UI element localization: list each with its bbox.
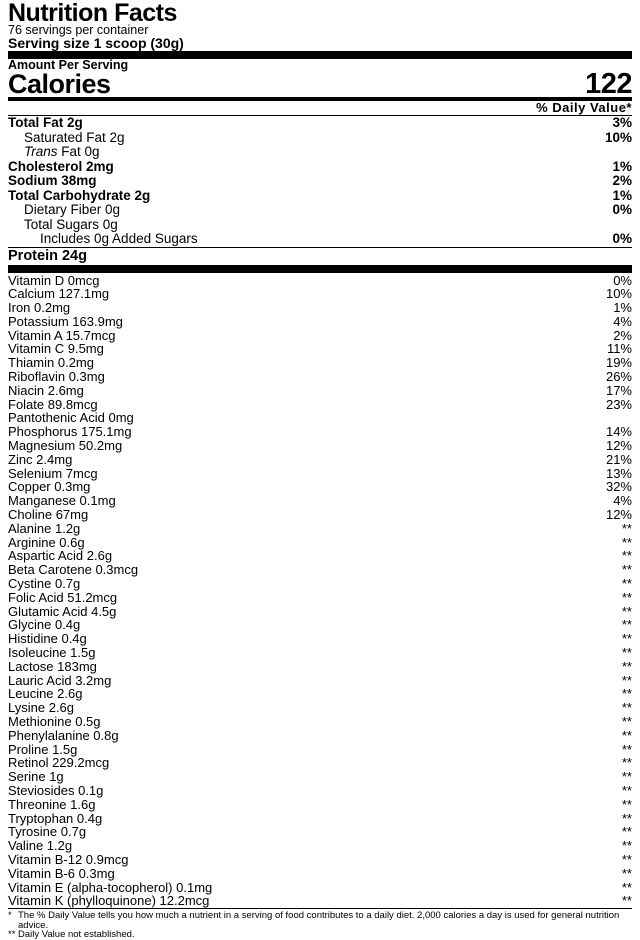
serving-size-label: Serving size [8, 35, 90, 51]
micronutrient-daily-value: ** [621, 796, 632, 812]
micronutrient-daily-value: ** [621, 879, 632, 895]
micronutrient-daily-value: 26% [605, 369, 632, 385]
micronutrient-name: Isoleucine 1.5g [8, 645, 96, 661]
micronutrient-daily-value: ** [621, 727, 632, 743]
page-title: Nutrition Facts [8, 0, 177, 27]
nutrient-name: Includes 0g Added Sugars [40, 231, 198, 246]
micronutrient-daily-value: ** [621, 741, 632, 757]
nutrient-row [8, 232, 632, 247]
micronutrient-list [8, 273, 632, 909]
micronutrient-row [8, 798, 632, 812]
micronutrient-name: Thiamin 0.2mg [8, 355, 94, 371]
micronutrient-daily-value: ** [621, 686, 632, 702]
micronutrient-row [8, 770, 632, 784]
micronutrient-name: Lactose 183mg [8, 658, 97, 674]
micronutrient-row [8, 315, 632, 329]
micronutrient-daily-value: ** [621, 865, 632, 881]
nutrient-daily-value: 2% [612, 173, 632, 188]
micronutrient-daily-value: ** [621, 576, 632, 592]
micronutrient-name: Niacin 2.6mg [8, 382, 84, 398]
micronutrient-name: Calcium 127.1mg [8, 286, 110, 302]
nutrient-row [8, 203, 632, 218]
micronutrient-row [8, 646, 632, 660]
micronutrient-daily-value: ** [621, 824, 632, 840]
nutrient-row [8, 131, 632, 146]
micronutrient-daily-value: ** [621, 782, 632, 798]
micronutrient-daily-value: ** [621, 645, 632, 661]
micronutrient-name: Histidine 0.4g [8, 631, 87, 647]
footnote-marker: * [8, 910, 12, 922]
micronutrient-row [8, 660, 632, 674]
micronutrient-daily-value: 11% [606, 341, 632, 357]
micronutrient-name: Proline 1.5g [8, 741, 78, 757]
nutrient-name: Sodium 38mg [8, 173, 97, 188]
micronutrient-row [8, 342, 632, 356]
micronutrient-name: Lauric Acid 3.2mg [8, 672, 112, 688]
footnote-list [8, 909, 632, 940]
protein-row [8, 248, 632, 264]
micronutrient-daily-value: 23% [605, 396, 632, 412]
micronutrient-daily-value: 4% [613, 313, 632, 329]
micronutrient-daily-value: ** [621, 755, 632, 771]
calories-value: 122 [585, 68, 632, 100]
micronutrient-row [8, 743, 632, 757]
nutrient-row [8, 189, 632, 204]
micronutrient-name: Arginine 0.6g [8, 534, 85, 550]
micronutrient-name: Vitamin A 15.7mcg [8, 327, 116, 343]
micronutrient-daily-value: 19% [605, 355, 632, 371]
nutrient-name: Total Sugars 0g [24, 216, 118, 232]
micronutrient-daily-value: 17% [605, 382, 632, 398]
micronutrient-name: Manganese 0.1mg [8, 493, 116, 509]
micronutrient-name: Folate 89.8mcg [8, 396, 98, 412]
micronutrient-name: Serine 1g [8, 769, 64, 785]
micronutrient-row [8, 411, 632, 425]
micronutrient-row [8, 618, 632, 632]
micronutrient-daily-value: ** [621, 603, 632, 619]
micronutrient-row [8, 453, 632, 467]
footnote-text: Daily Value not established. [18, 929, 135, 940]
serving-size-row [8, 36, 632, 50]
micronutrient-row [8, 674, 632, 688]
micronutrient-row [8, 839, 632, 853]
nutrient-row [8, 160, 632, 175]
micronutrient-name: Pantothenic Acid 0mg [8, 410, 134, 426]
micronutrient-row [8, 881, 632, 895]
micronutrient-name: Copper 0.3mg [8, 479, 91, 495]
micronutrient-name: Lysine 2.6g [8, 700, 75, 716]
nutrient-name: Dietary Fiber 0g [24, 202, 121, 217]
nutrient-row [8, 145, 632, 160]
micronutrient-daily-value: 21% [605, 451, 632, 467]
micronutrient-row [8, 577, 632, 591]
nutrient-daily-value: 1% [612, 187, 632, 203]
nutrient-daily-value: 0% [612, 231, 632, 246]
micronutrient-daily-value: 14% [605, 424, 632, 440]
micronutrient-name: Valine 1.2g [8, 838, 73, 854]
micronutrient-name: Steviosides 0.1g [8, 782, 104, 798]
micronutrient-row [8, 287, 632, 301]
micronutrient-row [8, 522, 632, 536]
serving-size-value: 1 scoop (30g) [93, 35, 184, 51]
micronutrient-row [8, 549, 632, 563]
micronutrient-row [8, 329, 632, 343]
micronutrient-name: Vitamin B-6 0.3mg [8, 865, 115, 881]
micronutrient-name: Zinc 2.4mg [8, 451, 73, 467]
micronutrient-daily-value: ** [621, 562, 632, 578]
footnote [8, 930, 632, 940]
micronutrient-row [8, 867, 632, 881]
main-nutrient-list [8, 116, 632, 247]
micronutrient-name: Cystine 0.7g [8, 576, 81, 592]
micronutrient-row [8, 756, 632, 770]
micronutrient-name: Choline 67mg [8, 507, 89, 523]
nutrient-name: Total Fat 2g [8, 115, 83, 130]
nutrient-daily-value: 10% [604, 129, 632, 145]
micronutrient-name: Vitamin K (phylloquinone) 12.2mcg [8, 893, 210, 909]
micronutrient-daily-value: ** [621, 851, 632, 867]
micronutrient-name: Selenium 7mcg [8, 465, 98, 481]
micronutrient-daily-value: ** [621, 520, 632, 536]
divider-thick-bottom [8, 265, 632, 273]
micronutrient-daily-value: ** [621, 810, 632, 826]
micronutrient-row [8, 894, 632, 908]
micronutrient-name: Tyrosine 0.7g [8, 824, 87, 840]
micronutrient-daily-value: ** [621, 700, 632, 716]
micronutrient-daily-value: ** [621, 534, 632, 550]
micronutrient-row [8, 494, 632, 508]
micronutrient-daily-value: ** [621, 893, 632, 909]
micronutrient-daily-value: ** [621, 672, 632, 688]
micronutrient-daily-value: ** [621, 769, 632, 785]
micronutrient-name: Glutamic Acid 4.5g [8, 603, 117, 619]
micronutrient-name: Threonine 1.6g [8, 796, 96, 812]
micronutrient-name: Potassium 163.9mg [8, 313, 123, 329]
micronutrient-name: Tryptophan 0.4g [8, 810, 103, 826]
nutrient-daily-value: 1% [612, 158, 632, 174]
micronutrient-daily-value: 12% [605, 507, 632, 523]
micronutrient-row [8, 853, 632, 867]
micronutrient-name: Folic Acid 51.2mcg [8, 589, 118, 605]
micronutrient-row [8, 356, 632, 370]
micronutrient-row [8, 274, 632, 288]
micronutrient-daily-value: ** [621, 548, 632, 564]
micronutrient-name: Vitamin B-12 0.9mcg [8, 851, 129, 867]
micronutrient-daily-value: 12% [605, 438, 632, 454]
nutrient-daily-value: 3% [612, 115, 632, 130]
micronutrient-name: Alanine 1.2g [8, 520, 81, 536]
micronutrient-daily-value: 2% [613, 327, 632, 343]
calories-label: Calories [8, 69, 111, 99]
micronutrient-name: Beta Carotene 0.3mcg [8, 562, 139, 578]
micronutrient-row [8, 687, 632, 701]
protein-label: Protein 24g [8, 247, 87, 264]
micronutrient-name: Aspartic Acid 2.6g [8, 548, 113, 564]
micronutrient-name: Iron 0.2mg [8, 300, 71, 316]
nutrient-row [8, 174, 632, 189]
micronutrient-name: Riboflavin 0.3mg [8, 369, 105, 385]
micronutrient-daily-value: ** [621, 838, 632, 854]
micronutrient-row [8, 398, 632, 412]
nutrient-name: Total Carbohydrate 2g [8, 187, 151, 203]
nutrient-daily-value: 0% [612, 202, 632, 217]
micronutrient-daily-value: ** [621, 589, 632, 605]
micronutrient-daily-value: 1% [613, 300, 632, 316]
daily-value-header: % Daily Value* [536, 100, 632, 115]
micronutrient-daily-value: 4% [613, 493, 632, 509]
micronutrient-name: Phosphorus 175.1mg [8, 424, 132, 440]
micronutrient-name: Methionine 0.5g [8, 714, 101, 729]
micronutrient-row [8, 384, 632, 398]
micronutrient-daily-value: 10% [605, 286, 632, 302]
micronutrient-daily-value: ** [621, 714, 632, 729]
micronutrient-row [8, 825, 632, 839]
micronutrient-row [8, 729, 632, 743]
micronutrient-daily-value: 32% [605, 479, 632, 495]
micronutrient-row [8, 508, 632, 522]
micronutrient-row [8, 812, 632, 826]
nutrient-name: Trans Fat 0g [24, 144, 100, 159]
servings-per-container: 76 servings per container [8, 23, 149, 37]
micronutrient-name: Vitamin C 9.5mg [8, 341, 104, 357]
micronutrient-row [8, 632, 632, 646]
micronutrient-row [8, 480, 632, 494]
micronutrient-daily-value: 0% [613, 272, 632, 288]
micronutrient-row [8, 563, 632, 577]
micronutrient-row [8, 784, 632, 798]
footnote-marker: ** [8, 929, 16, 940]
micronutrient-daily-value: ** [621, 617, 632, 633]
micronutrient-daily-value: ** [621, 658, 632, 674]
footnote [8, 911, 632, 930]
micronutrient-row [8, 301, 632, 315]
micronutrient-row [8, 701, 632, 715]
micronutrient-daily-value: ** [621, 631, 632, 647]
micronutrient-row [8, 467, 632, 481]
micronutrient-row [8, 715, 632, 729]
nutrient-row [8, 116, 632, 131]
micronutrient-name: Vitamin D 0mcg [8, 272, 100, 288]
nutrient-name: Saturated Fat 2g [24, 129, 125, 145]
micronutrient-name: Phenylalanine 0.8g [8, 727, 119, 743]
micronutrient-name: Retinol 229.2mcg [8, 755, 110, 771]
nutrient-row [8, 218, 632, 233]
micronutrient-name: Glycine 0.4g [8, 617, 81, 633]
micronutrient-row [8, 591, 632, 605]
micronutrient-row [8, 536, 632, 550]
nutrient-name: Cholesterol 2mg [8, 158, 114, 174]
micronutrient-daily-value: 13% [605, 465, 632, 481]
amount-per-serving: Amount Per Serving [8, 58, 129, 72]
micronutrient-row [8, 605, 632, 619]
micronutrient-name: Vitamin E (alpha-tocopherol) 0.1mg [8, 879, 213, 895]
micronutrient-row [8, 425, 632, 439]
micronutrient-row [8, 439, 632, 453]
calories-row [8, 68, 632, 100]
micronutrient-row [8, 370, 632, 384]
micronutrient-name: Leucine 2.6g [8, 686, 83, 702]
footnote-text: The % Daily Value tells you how much a nutrient in a serving of food contributes to a daily diet. 2,000 calories a day is used for general nutrition advice. [18, 910, 620, 931]
micronutrient-name: Magnesium 50.2mg [8, 438, 123, 454]
